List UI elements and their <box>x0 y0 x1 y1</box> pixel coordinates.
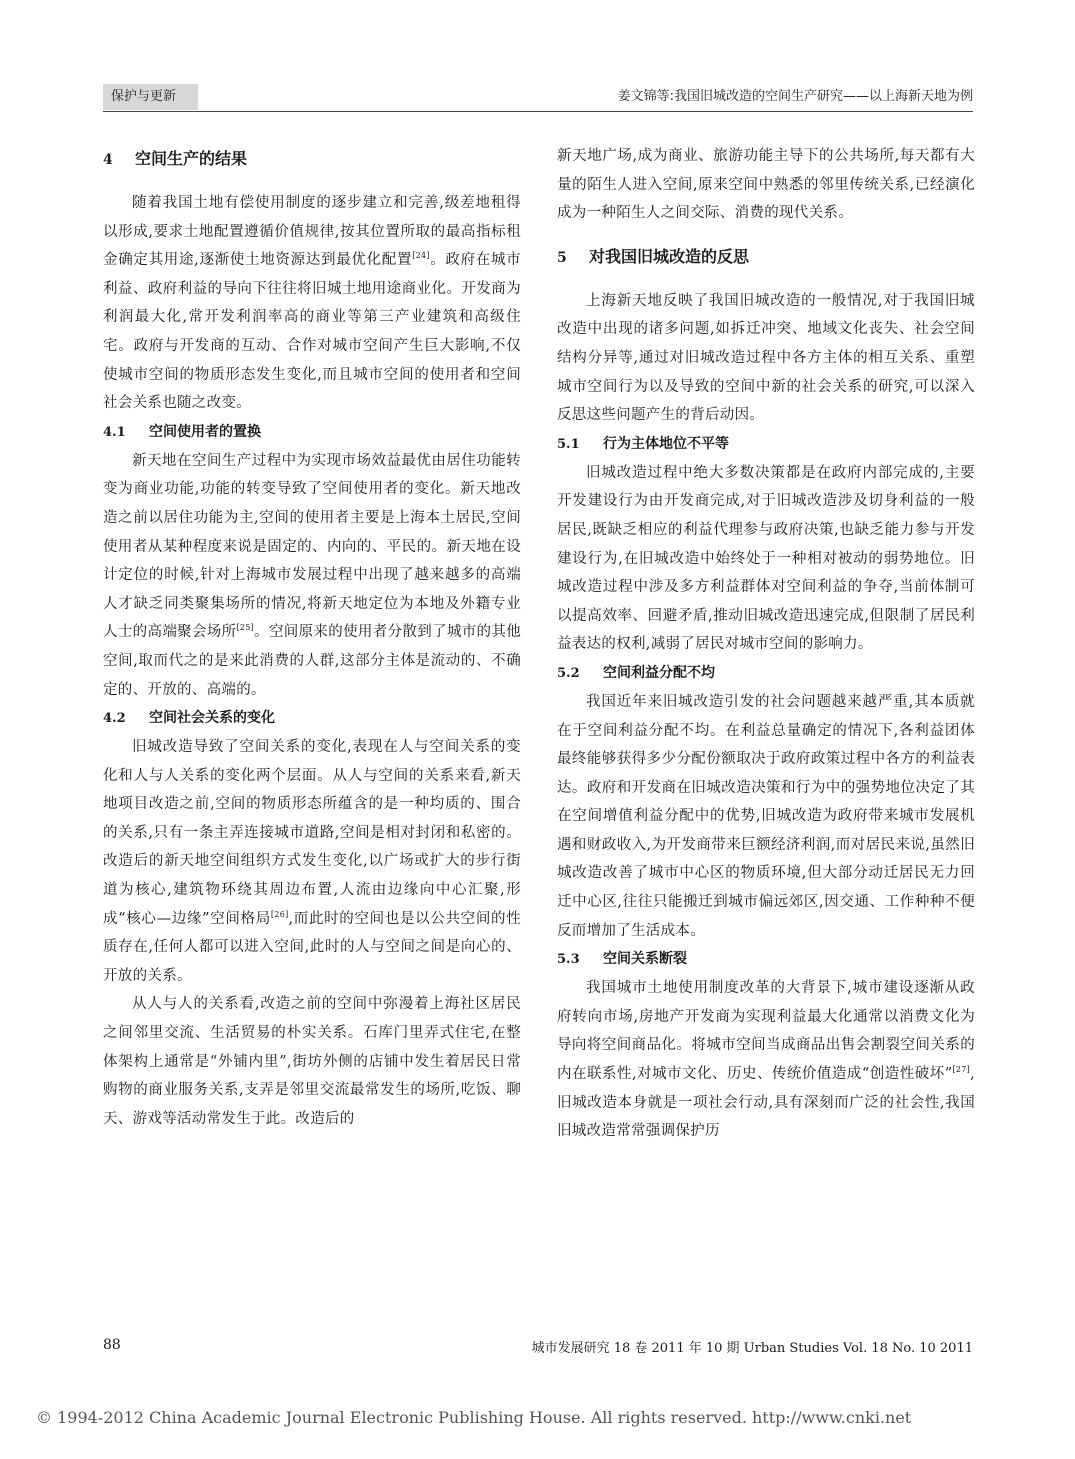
paragraph: 我国城市土地使用制度改革的大背景下,城市建设逐渐从政府转向市场,房地产开发商为实现利益最大化通常以消费文化为导向将空间商品化。将城市空间当成商品出售会割裂空间关系的内在联系性,对城市文化、历史、传统价值造成“创造性破坏”[27],旧城改造本身就是一项社会行动,具有深刻而广泛的社会性,我国旧城改造常常强调保护历 <box>557 980 975 1140</box>
paragraph: 旧城改造导致了空间关系的变化,表现在人与空间关系的变化和人与人关系的变化两个层面。从人与空间的关系来看,新天地项目改造之前,空间的物质形态所蕴含的是一种均质的、围合的关系,只有一条主弄连接城市道路,空间是相对封闭和私密的。改造后的新天地空间组织方式发生变化,以广场或扩大的步行街道为核心,建筑物环绕其周边布置,人流由边缘向中心汇聚,形成“核心—边缘”空间格局[26],而此时的空间也是以公共空间的性质存在,任何人都可以进入空间,此时的人与空间之间是向心的、开放的关系。 <box>103 739 521 984</box>
running-title: 姜文锦等:我国旧城改造的空间生产研究——以上海新天地为例 <box>617 89 973 104</box>
paragraph: 随着我国土地有偿使用制度的逐步建立和完善,级差地租得以形成,要求土地配置遵循价值规律,按其位置所取的最高指标租金确定其用途,逐渐使土地资源达到最优化配置[24]。政府在城市利益、政府利益的导向下往往将旧城土地用途商业化。开发商为利润最大化,常开发利润率高的商业等第三产业建筑和高级住宅。政府与开发商的互动、合作对城市空间产生巨大影响,不仅使城市空间的物质形态发生变化,而且城市空间的使用者和空间社会关系也随之改变。 <box>103 195 521 412</box>
subsection-4-1-heading: 4.1 空间使用者的置换 <box>103 423 261 440</box>
paragraph-continued: 新天地广场,成为商业、旅游功能主导下的公共场所,每天都有大量的陌生人进入空间,原来空间中熟悉的邻里传统关系,已经演化成为一种陌生人之间交际、消费的现代关系。 <box>557 148 975 222</box>
header-rule <box>103 111 973 112</box>
subsection-5-1-heading: 5.1 行为主体地位不平等 <box>557 435 729 452</box>
section-tag: 保护与更新 <box>103 84 198 110</box>
paragraph: 我国近年来旧城改造引发的社会问题越来越严重,其本质就在于空间利益分配不均。在利益总量确定的情况下,各利益团体最终能够获得多少分配份额取决于政府政策过程中各方的利益表达。政府和开发商在旧城改造决策和行为中的强势地位决定了其在空间增值利益分配中的优势,旧城改造为政府带来城市发展机遇和财政收入,为开发商带来巨额经济利润,而对居民来说,虽然旧城改造改善了城市中心区的物质环境,但大部分动迁居民无力回迁中心区,往往只能搬迁到城市偏远郊区,因交通、工作种种不便反而增加了生活成本。 <box>557 693 975 939</box>
citation: [24] <box>412 251 430 261</box>
subsection-4-2-heading: 4.2 空间社会关系的变化 <box>103 710 275 727</box>
section-number: 4 <box>103 152 113 168</box>
copyright-notice: © 1994-2012 China Academic Journal Electronic Publishing House. All rights reserved. http://www.cnki.net <box>36 1408 912 1427</box>
section-title: 空间生产的结果 <box>135 149 248 168</box>
section-title: 对我国旧城改造的反思 <box>589 246 750 266</box>
subsection-5-2-heading: 5.2 空间利益分配不均 <box>557 664 715 681</box>
section-number: 5 <box>557 249 567 266</box>
section-5-heading <box>557 240 975 275</box>
paragraph: 旧城改造过程中绝大多数决策都是在政府内部完成的,主要开发建设行为由开发商完成,对于旧城改造涉及切身利益的一般居民,既缺乏相应的利益代理参与政府决策,也缺乏能力参与开发建设行为,在旧城改造中始终处于一种相对被动的弱势地位。旧城改造过程中涉及多方利益群体对空间利益的争夺,当前体制可以提高效率、回避矛盾,推动旧城改造迅速完成,但限制了居民利益表达的权利,减弱了居民对城市空间的影响力。 <box>557 464 975 653</box>
journal-info: 城市发展研究 18 卷 2011 年 10 期 Urban Studies Vol. 18 No. 10 2011 <box>531 1341 973 1356</box>
citation: [25] <box>236 623 255 633</box>
right-column <box>557 142 975 1146</box>
paragraph: 新天地在空间生产过程中为实现市场效益最优由居住功能转变为商业功能,功能的转变导致了空间使用者的变化。新天地改造之前以居住功能为主,空间的使用者主要是上海本土居民,空间使用者从某种程度来说是固定的、内向的、平民的。新天地在设计定位的时候,针对上海城市发展过程中出现了越来越多的高端人才缺乏同类聚集场所的情况,将新天地定位为本地及外籍专业人士的高端聚会场所[25]。空间原来的使用者分散到了城市的其他空间,取而代之的是来此消费的人群,这部分主体是流动的、不确定的、开放的、高端的。 <box>103 452 522 698</box>
page-number: 88 <box>103 1337 121 1353</box>
subsection-5-3-heading: 5.3 空间关系断裂 <box>557 951 687 968</box>
section-4-heading <box>103 142 521 177</box>
paragraph: 上海新天地反映了我国旧城改造的一般情况,对于我国旧城改造中出现的诸多问题,如拆迁冲突、地域文化丧失、社会空间结构分异等,通过对旧城改造过程中各方主体的相互关系、重塑城市空间行为以及导致的空间中新的社会关系的研究,可以深入反思这些问题产生的背后动因。 <box>557 292 975 424</box>
citation: [27] <box>952 1065 971 1075</box>
citation: [26] <box>270 909 289 919</box>
left-column <box>103 142 521 1133</box>
paragraph: 从人与人的关系看,改造之前的空间中弥漫着上海社区居民之间邻里交流、生活贸易的朴实关系。石库门里弄式住宅,在整体架构上通常是“外铺内里”,街坊外侧的店铺中发生着居民日常购物的商业服务关系,支弄是邻里交流最常发生的场所,吃饭、聊天、游戏等活动常发生于此。改造后的 <box>103 996 521 1127</box>
